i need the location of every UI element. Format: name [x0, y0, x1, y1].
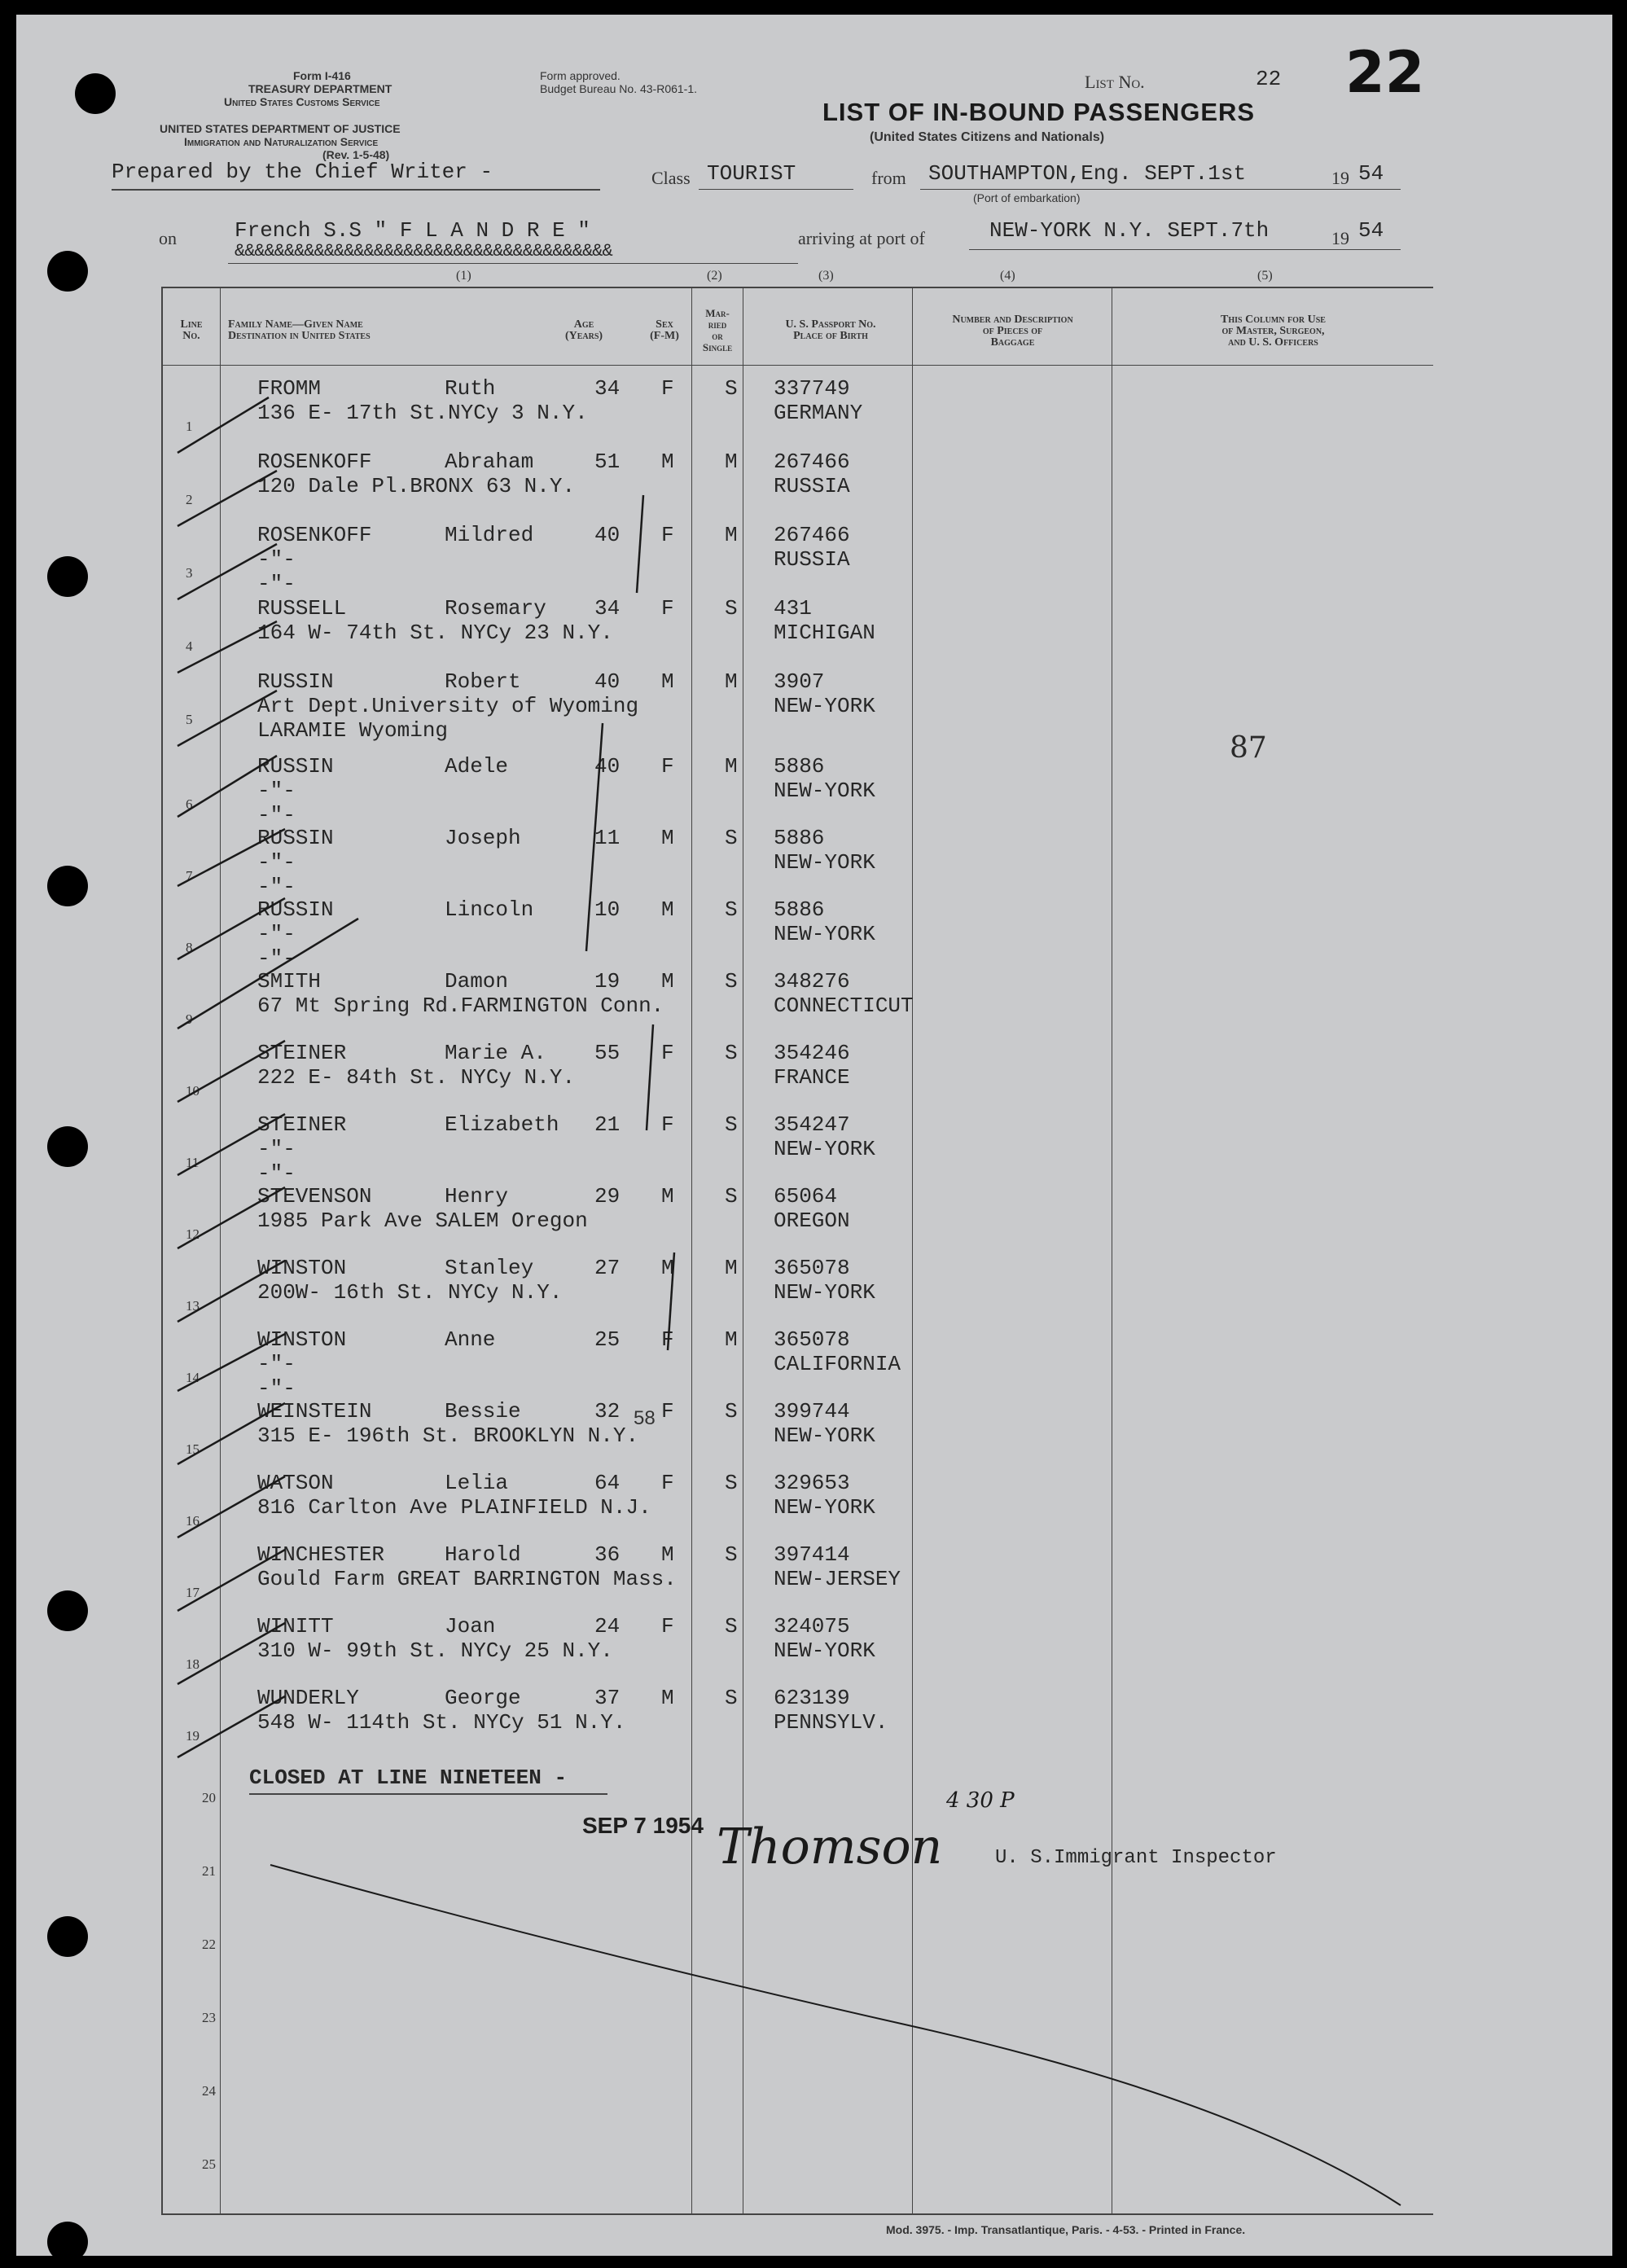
marital-status: M	[725, 523, 738, 547]
given-name: Elizabeth	[445, 1112, 559, 1137]
closed-note: CLOSED AT LINE NINETEEN -	[249, 1766, 568, 1790]
tick-mark	[178, 1114, 285, 1175]
place-of-birth: NEW-YORK	[774, 694, 875, 718]
header-text: ried	[708, 318, 727, 331]
passport-number: 365078	[774, 1327, 850, 1352]
destination: 136 E- 17th St.NYCy 3 N.Y.	[257, 401, 588, 425]
family-name: STEINER	[257, 1041, 347, 1065]
line-number: 1	[186, 419, 193, 434]
sex: F	[661, 1041, 674, 1065]
header-text: Sex	[656, 318, 673, 331]
marital-status: M	[725, 450, 738, 474]
age: 34	[594, 376, 621, 401]
destination-line2: -"-	[257, 946, 296, 971]
family-name: RUSSIN	[257, 669, 334, 694]
given-name: Henry	[445, 1184, 509, 1209]
list-number-label: List No.	[1085, 72, 1145, 92]
passport-number: 354247	[774, 1112, 850, 1137]
line-number: 2	[186, 492, 193, 507]
sex: F	[661, 1471, 674, 1495]
place-of-birth: MICHIGAN	[774, 621, 875, 645]
age: 36	[594, 1542, 621, 1567]
family-name: WUNDERLY	[257, 1686, 359, 1710]
destination: 548 W- 114th St. NYCy 51 N.Y.	[257, 1710, 626, 1735]
passport-number: 337749	[774, 376, 850, 401]
family-name: STEINER	[257, 1112, 347, 1137]
line-number: 8	[186, 940, 193, 955]
sex: M	[661, 1542, 674, 1567]
manifest-page	[16, 15, 1612, 2256]
header-text: Line	[180, 318, 203, 331]
sex: F	[661, 1327, 674, 1352]
header-text: or	[712, 330, 723, 342]
passport-number: 397414	[774, 1542, 850, 1567]
destination: 816 Carlton Ave PLAINFIELD N.J.	[257, 1495, 651, 1520]
line-number: 11	[186, 1155, 200, 1170]
header-text: No.	[182, 330, 200, 342]
blank-line-number: 24	[202, 2083, 216, 2099]
passport-number: 431	[774, 596, 812, 621]
given-name: Damon	[445, 969, 509, 994]
line-number: 7	[186, 868, 193, 884]
place-of-birth: NEW-YORK	[774, 1424, 875, 1448]
form-revision: (Rev. 1-5-48)	[322, 148, 390, 161]
header-text: Mar-	[705, 307, 730, 319]
blank-line-number: 21	[202, 1863, 216, 1879]
age: 25	[594, 1327, 621, 1352]
header-text: (F-M)	[650, 330, 679, 342]
year-prefix: 19	[1331, 228, 1349, 248]
marital-status: S	[725, 1542, 738, 1567]
tick-mark	[178, 756, 277, 817]
given-name: Abraham	[445, 450, 534, 474]
family-name: ROSENKOFF	[257, 450, 372, 474]
destination: -"-	[257, 1137, 296, 1161]
sex: F	[661, 523, 674, 547]
inspector-title: U. S.Immigrant Inspector	[995, 1847, 1277, 1869]
line-number: 6	[186, 796, 193, 812]
tick-mark	[178, 1550, 285, 1611]
given-name: Bessie	[445, 1399, 521, 1424]
marital-status: M	[725, 1327, 738, 1352]
tick-mark	[178, 1261, 285, 1322]
sex: M	[661, 1184, 674, 1209]
age: 64	[594, 1471, 621, 1495]
destination: 222 E- 84th St. NYCy N.Y.	[257, 1065, 576, 1090]
marital-status: S	[725, 826, 738, 850]
on-label: on	[159, 228, 177, 248]
form-subtitle: (United States Citizens and Nationals)	[870, 130, 1105, 144]
header-text: Age	[573, 318, 594, 331]
marital-status: M	[725, 754, 738, 779]
given-name: Lincoln	[445, 897, 534, 922]
blank-line-number: 20	[202, 1790, 216, 1805]
marital-status: S	[725, 1041, 738, 1065]
marital-status: S	[725, 1112, 738, 1137]
place-of-birth: NEW-YORK	[774, 779, 875, 803]
inspector-signature: Thomson	[717, 1818, 943, 1875]
sex: F	[661, 754, 674, 779]
age-note: 58	[634, 1407, 656, 1429]
family-name: SMITH	[257, 969, 322, 994]
destination: -"-	[257, 850, 296, 875]
sex: F	[661, 1399, 674, 1424]
year-value: 54	[1358, 218, 1384, 243]
family-name: FROMM	[257, 376, 322, 401]
class-value: TOURIST	[707, 161, 796, 186]
given-name: Robert	[445, 669, 521, 694]
given-name: Ruth	[445, 376, 496, 401]
form-approved: Form approved.	[540, 69, 621, 82]
from-label: from	[871, 168, 906, 188]
marital-status: S	[725, 1686, 738, 1710]
age: 32	[594, 1399, 621, 1424]
passport-number: 354246	[774, 1041, 850, 1065]
given-name: Marie A.	[445, 1041, 546, 1065]
age: 51	[594, 450, 621, 474]
marital-status: S	[725, 897, 738, 922]
destination-line2: -"-	[257, 875, 296, 899]
given-name: Joan	[445, 1614, 496, 1638]
marital-status: M	[725, 1256, 738, 1280]
age: 11	[594, 826, 621, 850]
tick-mark	[178, 691, 277, 746]
tick-mark	[178, 1334, 285, 1391]
sex: M	[661, 1256, 674, 1280]
marital-status: S	[725, 376, 738, 401]
given-name: Adele	[445, 754, 509, 779]
header-text: Family Name—Given Name	[228, 318, 363, 331]
family-name: RUSSELL	[257, 596, 347, 621]
tick-mark	[178, 544, 277, 599]
family-name: RUSSIN	[257, 754, 334, 779]
age: 55	[594, 1041, 621, 1065]
marital-status: S	[725, 1399, 738, 1424]
sex: M	[661, 669, 674, 694]
column-number: (2)	[707, 269, 722, 283]
destination: 67 Mt Spring Rd.FARMINGTON Conn.	[257, 994, 664, 1018]
budget-bureau: Budget Bureau No. 43-R061-1.	[540, 82, 698, 95]
arrival-value: NEW-YORK N.Y. SEPT.7th	[989, 218, 1270, 243]
age: 21	[594, 1112, 621, 1137]
given-name: Rosemary	[445, 596, 546, 621]
marital-status: S	[725, 1614, 738, 1638]
destination: Art Dept.University of Wyoming	[257, 694, 639, 718]
line-number: 15	[186, 1441, 200, 1457]
place-of-birth: OREGON	[774, 1209, 850, 1233]
year-prefix: 19	[1331, 168, 1349, 188]
list-number: 22	[1256, 67, 1282, 91]
marital-status: S	[725, 969, 738, 994]
blank-line-number: 22	[202, 1937, 216, 1952]
sex: M	[661, 826, 674, 850]
form-title: LIST OF IN-BOUND PASSENGERS	[822, 98, 1256, 126]
place-of-birth: CALIFORNIA	[774, 1352, 901, 1376]
sex: F	[661, 1614, 674, 1638]
age: 19	[594, 969, 621, 994]
destination: 200W- 16th St. NYCy N.Y.	[257, 1280, 563, 1305]
passport-number: 324075	[774, 1614, 850, 1638]
age: 24	[594, 1614, 621, 1638]
justice-name: UNITED STATES DEPARTMENT OF JUSTICE	[160, 122, 401, 135]
passport-number: 399744	[774, 1399, 850, 1424]
place-of-birth: PENNSYLV.	[774, 1710, 888, 1735]
page-number: 22	[1345, 39, 1425, 106]
line-number: 12	[186, 1226, 200, 1242]
place-of-birth: RUSSIA	[774, 474, 850, 498]
customs-name: United States Customs Service	[224, 95, 380, 108]
line-number: 4	[186, 638, 193, 654]
header-text: and U. S. Officers	[1228, 336, 1318, 349]
tick-mark	[178, 621, 277, 673]
destination: -"-	[257, 547, 296, 572]
vessel-strike: &&&&&&&&&&&&&&&&&&&&&&&&&&&&&&&&&&&&&&	[235, 241, 612, 261]
age: 10	[594, 897, 621, 922]
passport-number: 65064	[774, 1184, 838, 1209]
place-of-birth: FRANCE	[774, 1065, 850, 1090]
sex: F	[661, 1112, 674, 1137]
family-name: WINITT	[257, 1614, 334, 1638]
given-name: Lelia	[445, 1471, 509, 1495]
family-name: RUSSIN	[257, 897, 334, 922]
form-number: Form I-416	[293, 69, 351, 82]
printer-footer: Mod. 3975. - Imp. Transatlantique, Paris. - 4-53. - Printed in France.	[886, 2223, 1246, 2236]
tick-mark	[178, 1403, 285, 1464]
destination-line2: -"-	[257, 1161, 296, 1186]
destination: -"-	[257, 1352, 296, 1376]
blank-line-number: 25	[202, 2156, 216, 2172]
destination: -"-	[257, 779, 296, 803]
family-name: WATSON	[257, 1471, 334, 1495]
given-name: Mildred	[445, 523, 534, 547]
underline	[249, 1793, 607, 1795]
column-number: (4)	[1000, 269, 1015, 283]
bracket-mark	[586, 723, 603, 951]
tick-mark	[178, 1041, 285, 1102]
destination-line2: -"-	[257, 1376, 296, 1401]
sex: F	[661, 376, 674, 401]
bracket-mark	[647, 1024, 653, 1130]
place-of-birth: GERMANY	[774, 401, 863, 425]
line-number: 14	[186, 1370, 200, 1385]
passport-number: 267466	[774, 523, 850, 547]
age: 27	[594, 1256, 621, 1280]
passport-number: 267466	[774, 450, 850, 474]
sex: F	[661, 596, 674, 621]
marital-status: S	[725, 596, 738, 621]
prepared-by: Prepared by the Chief Writer -	[112, 160, 493, 184]
destination-line2: -"-	[257, 803, 296, 827]
family-name: STEVENSON	[257, 1184, 372, 1209]
destination: 164 W- 74th St. NYCy 23 N.Y.	[257, 621, 613, 645]
header-text: U. S. Passport No.	[785, 318, 876, 331]
officer-mark: 87	[1230, 731, 1267, 765]
sex: M	[661, 897, 674, 922]
place-of-birth: NEW-YORK	[774, 1638, 875, 1663]
line-number: 19	[186, 1728, 200, 1744]
place-of-birth: CONNECTICUT	[774, 994, 914, 1018]
line-number: 3	[186, 565, 193, 581]
column-number: (5)	[1257, 269, 1273, 283]
age: 40	[594, 523, 621, 547]
passport-number: 348276	[774, 969, 850, 994]
line-number: 10	[186, 1083, 200, 1099]
sex: M	[661, 1686, 674, 1710]
given-name: Harold	[445, 1542, 521, 1567]
family-name: ROSENKOFF	[257, 523, 372, 547]
place-of-birth: NEW-YORK	[774, 922, 875, 946]
header-text: Baggage	[990, 336, 1035, 349]
header-text: of Master, Surgeon,	[1221, 325, 1325, 337]
passport-number: 5886	[774, 754, 825, 779]
destination: 315 E- 196th St. BROOKLYN N.Y.	[257, 1424, 639, 1448]
line-number: 18	[186, 1656, 200, 1672]
place-of-birth: NEW-YORK	[774, 1495, 875, 1520]
destination: 1985 Park Ave SALEM Oregon	[257, 1209, 588, 1233]
header-text: Number and Description	[952, 314, 1073, 326]
age: 34	[594, 596, 621, 621]
tick-mark	[178, 898, 285, 959]
place-of-birth: NEW-YORK	[774, 850, 875, 875]
line-number: 9	[186, 1011, 193, 1027]
place-of-birth: RUSSIA	[774, 547, 850, 572]
tick-mark	[178, 397, 269, 453]
blank-line-number: 23	[202, 2010, 216, 2025]
header-text: Destination in United States	[228, 330, 371, 342]
destination: 120 Dale Pl.BRONX 63 N.Y.	[257, 474, 576, 498]
header-text: (Years)	[564, 330, 603, 342]
tick-mark	[178, 919, 358, 1029]
destination-line2: -"-	[257, 572, 296, 596]
passport-number: 3907	[774, 669, 825, 694]
marital-status: S	[725, 1471, 738, 1495]
age: 29	[594, 1184, 621, 1209]
year-value: 54	[1358, 161, 1384, 186]
passport-number: 623139	[774, 1686, 850, 1710]
passport-number: 329653	[774, 1471, 850, 1495]
given-name: Stanley	[445, 1256, 534, 1280]
destination: -"-	[257, 922, 296, 946]
destination: Gould Farm GREAT BARRINGTON Mass.	[257, 1567, 677, 1591]
tick-mark	[178, 1623, 285, 1684]
sex: M	[661, 969, 674, 994]
place-of-birth: NEW-JERSEY	[774, 1567, 901, 1591]
age: 40	[594, 754, 621, 779]
dept-name: TREASURY DEPARTMENT	[248, 82, 392, 95]
bracket-mark	[637, 495, 643, 593]
age: 40	[594, 669, 621, 694]
port-embark-caption: (Port of embarkation)	[973, 191, 1081, 204]
sex: M	[661, 450, 674, 474]
family-name: WINCHESTER	[257, 1542, 385, 1567]
vessel-name: French S.S " F L A N D R E "	[235, 218, 590, 243]
marital-status: S	[725, 1184, 738, 1209]
column-number: (1)	[456, 269, 471, 283]
passport-number: 5886	[774, 897, 825, 922]
place-of-birth: NEW-YORK	[774, 1137, 875, 1161]
arriving-label: arriving at port of	[798, 228, 925, 248]
header-text: Place of Birth	[793, 330, 868, 342]
header-text: Single	[702, 341, 733, 353]
column-number: (3)	[818, 269, 834, 283]
time-note: 4 30 P	[946, 1788, 1015, 1813]
given-name: George	[445, 1686, 521, 1710]
passport-number: 5886	[774, 826, 825, 850]
class-label: Class	[651, 168, 691, 188]
tick-mark	[178, 1696, 285, 1757]
family-name: WINSTON	[257, 1327, 347, 1352]
tick-mark	[178, 829, 285, 886]
family-name: WINSTON	[257, 1256, 347, 1280]
destination: 310 W- 99th St. NYCy 25 N.Y.	[257, 1638, 613, 1663]
given-name: Joseph	[445, 826, 521, 850]
bracket-mark	[668, 1252, 674, 1350]
inspector-marks	[16, 15, 1612, 2256]
family-name: WEINSTEIN	[257, 1399, 372, 1424]
given-name: Anne	[445, 1327, 496, 1352]
line-number: 16	[186, 1513, 200, 1529]
tick-mark	[178, 471, 277, 526]
date-stamp: SEP 7 1954	[582, 1813, 704, 1838]
line-number: 17	[186, 1585, 200, 1600]
header-text: of Pieces of	[982, 325, 1043, 337]
marital-status: M	[725, 669, 738, 694]
from-value: SOUTHAMPTON,Eng. SEPT.1st	[928, 161, 1247, 186]
header-text: This Column for Use	[1221, 314, 1326, 326]
tick-mark	[178, 1476, 285, 1538]
destination-line2: LARAMIE Wyoming	[257, 718, 449, 743]
line-number: 13	[186, 1298, 200, 1314]
ins-name: Immigration and Naturalization Service	[184, 135, 379, 148]
line-number: 5	[186, 712, 193, 727]
tick-mark	[178, 1187, 285, 1248]
place-of-birth: NEW-YORK	[774, 1280, 875, 1305]
passport-number: 365078	[774, 1256, 850, 1280]
age: 37	[594, 1686, 621, 1710]
closing-line	[270, 1865, 1401, 2205]
family-name: RUSSIN	[257, 826, 334, 850]
